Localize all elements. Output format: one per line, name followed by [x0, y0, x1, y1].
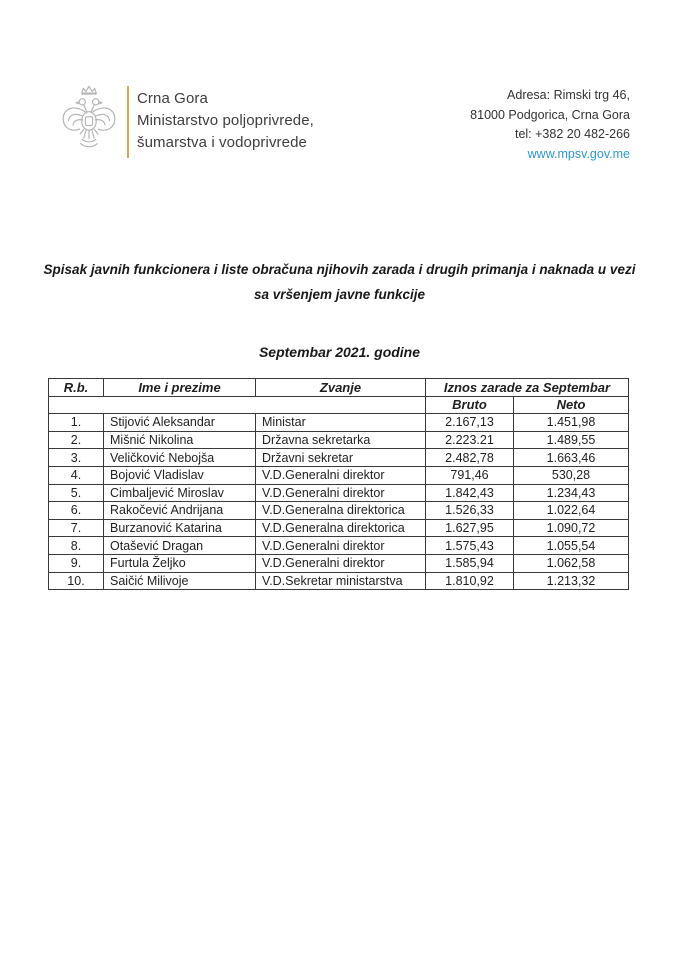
cell-neto: 1.489,55 — [514, 431, 629, 449]
cell-zvanje: Državna sekretarka — [256, 431, 426, 449]
table-row — [49, 537, 629, 555]
table-row — [49, 519, 629, 537]
coat-of-arms-icon — [58, 80, 120, 166]
column-header-salary-group: Iznos zarade za Septembar — [426, 379, 629, 397]
column-header-zvanje: Zvanje — [256, 379, 426, 397]
cell-bruto: 2.167,13 — [426, 414, 514, 432]
document-title-line1: Spisak javnih funkcionera i liste obračuna njihovih zarada i drugih primanja i naknada u vezi — [43, 262, 636, 277]
table-subheader-row — [49, 396, 629, 414]
cell-name: Mišnić Nikolina — [104, 431, 256, 449]
cell-rb: 6. — [49, 502, 104, 520]
cell-zvanje: V.D.Generalni direktor — [256, 484, 426, 502]
table-row — [49, 572, 629, 590]
cell-rb: 2. — [49, 431, 104, 449]
cell-bruto: 2.482,78 — [426, 449, 514, 467]
column-header-bruto: Bruto — [426, 396, 514, 414]
cell-zvanje: V.D.Generalni direktor — [256, 537, 426, 555]
cell-neto: 1.234,43 — [514, 484, 629, 502]
table-row — [49, 431, 629, 449]
cell-rb: 1. — [49, 414, 104, 432]
cell-zvanje: V.D.Generalni direktor — [256, 554, 426, 572]
salary-table — [48, 378, 629, 590]
contact-address-line2: 81000 Podgorica, Crna Gora — [470, 107, 630, 122]
org-country: Crna Gora — [137, 90, 208, 107]
cell-name: Saičić Milivoje — [104, 572, 256, 590]
org-ministry-line1: Ministarstvo poljoprivrede, — [137, 112, 314, 129]
table-row — [49, 484, 629, 502]
cell-neto: 1.213,32 — [514, 572, 629, 590]
cell-name: Rakočević Andrijana — [104, 502, 256, 520]
column-header-rb: R.b. — [49, 379, 104, 397]
cell-rb: 10. — [49, 572, 104, 590]
cell-neto: 1.663,46 — [514, 449, 629, 467]
cell-neto: 1.022,64 — [514, 502, 629, 520]
table-row — [49, 502, 629, 520]
contact-phone: tel: +382 20 482-266 — [514, 127, 630, 141]
cell-bruto: 791,46 — [426, 466, 514, 484]
cell-name: Bojović Vladislav — [104, 466, 256, 484]
cell-name: Cimbaljević Miroslav — [104, 484, 256, 502]
cell-neto: 1.062,58 — [514, 554, 629, 572]
subheader-empty-cell — [49, 396, 426, 414]
cell-name: Otašević Dragan — [104, 537, 256, 555]
cell-zvanje: V.D.Generalni direktor — [256, 466, 426, 484]
cell-neto: 1.055,54 — [514, 537, 629, 555]
table-row — [49, 414, 629, 432]
table-header-row — [49, 379, 629, 397]
document-title — [30, 257, 649, 307]
brand-separator — [127, 86, 129, 158]
cell-rb: 3. — [49, 449, 104, 467]
cell-bruto: 1.627,95 — [426, 519, 514, 537]
cell-rb: 5. — [49, 484, 104, 502]
website-link[interactable]: www.mpsv.gov.me — [527, 146, 630, 161]
contact-address-line1: Adresa: Rimski trg 46, — [507, 88, 630, 102]
cell-zvanje: V.D.Generalna direktorica — [256, 519, 426, 537]
table-row — [49, 554, 629, 572]
cell-neto: 1.451,98 — [514, 414, 629, 432]
cell-neto: 530,28 — [514, 466, 629, 484]
ministry-brand — [58, 80, 314, 166]
cell-name: Stijović Aleksandar — [104, 414, 256, 432]
cell-rb: 7. — [49, 519, 104, 537]
contact-block — [470, 80, 630, 166]
cell-bruto: 1.842,43 — [426, 484, 514, 502]
document-title-line2: sa vršenjem javne funkcije — [253, 287, 426, 302]
letterhead — [58, 80, 630, 166]
document-period: Septembar 2021. godine — [258, 344, 421, 360]
cell-name: Burzanović Katarina — [104, 519, 256, 537]
cell-bruto: 1.585,94 — [426, 554, 514, 572]
org-ministry-line2: šumarstva i vodoprivrede — [137, 134, 307, 151]
cell-bruto: 1.526,33 — [426, 502, 514, 520]
column-header-neto: Neto — [514, 396, 629, 414]
salary-table-body — [49, 414, 629, 590]
cell-rb: 8. — [49, 537, 104, 555]
cell-zvanje: V.D.Sekretar ministarstva — [256, 572, 426, 590]
cell-bruto: 1.575,43 — [426, 537, 514, 555]
table-row — [49, 466, 629, 484]
cell-zvanje: Državni sekretar — [256, 449, 426, 467]
cell-rb: 4. — [49, 466, 104, 484]
cell-zvanje: Ministar — [256, 414, 426, 432]
cell-neto: 1.090,72 — [514, 519, 629, 537]
table-row — [49, 449, 629, 467]
cell-name: Furtula Željko — [104, 554, 256, 572]
column-header-name: Ime i prezime — [104, 379, 256, 397]
cell-bruto: 1.810,92 — [426, 572, 514, 590]
cell-rb: 9. — [49, 554, 104, 572]
cell-name: Veličković Nebojša — [104, 449, 256, 467]
cell-zvanje: V.D.Generalna direktorica — [256, 502, 426, 520]
cell-bruto: 2.223.21 — [426, 431, 514, 449]
